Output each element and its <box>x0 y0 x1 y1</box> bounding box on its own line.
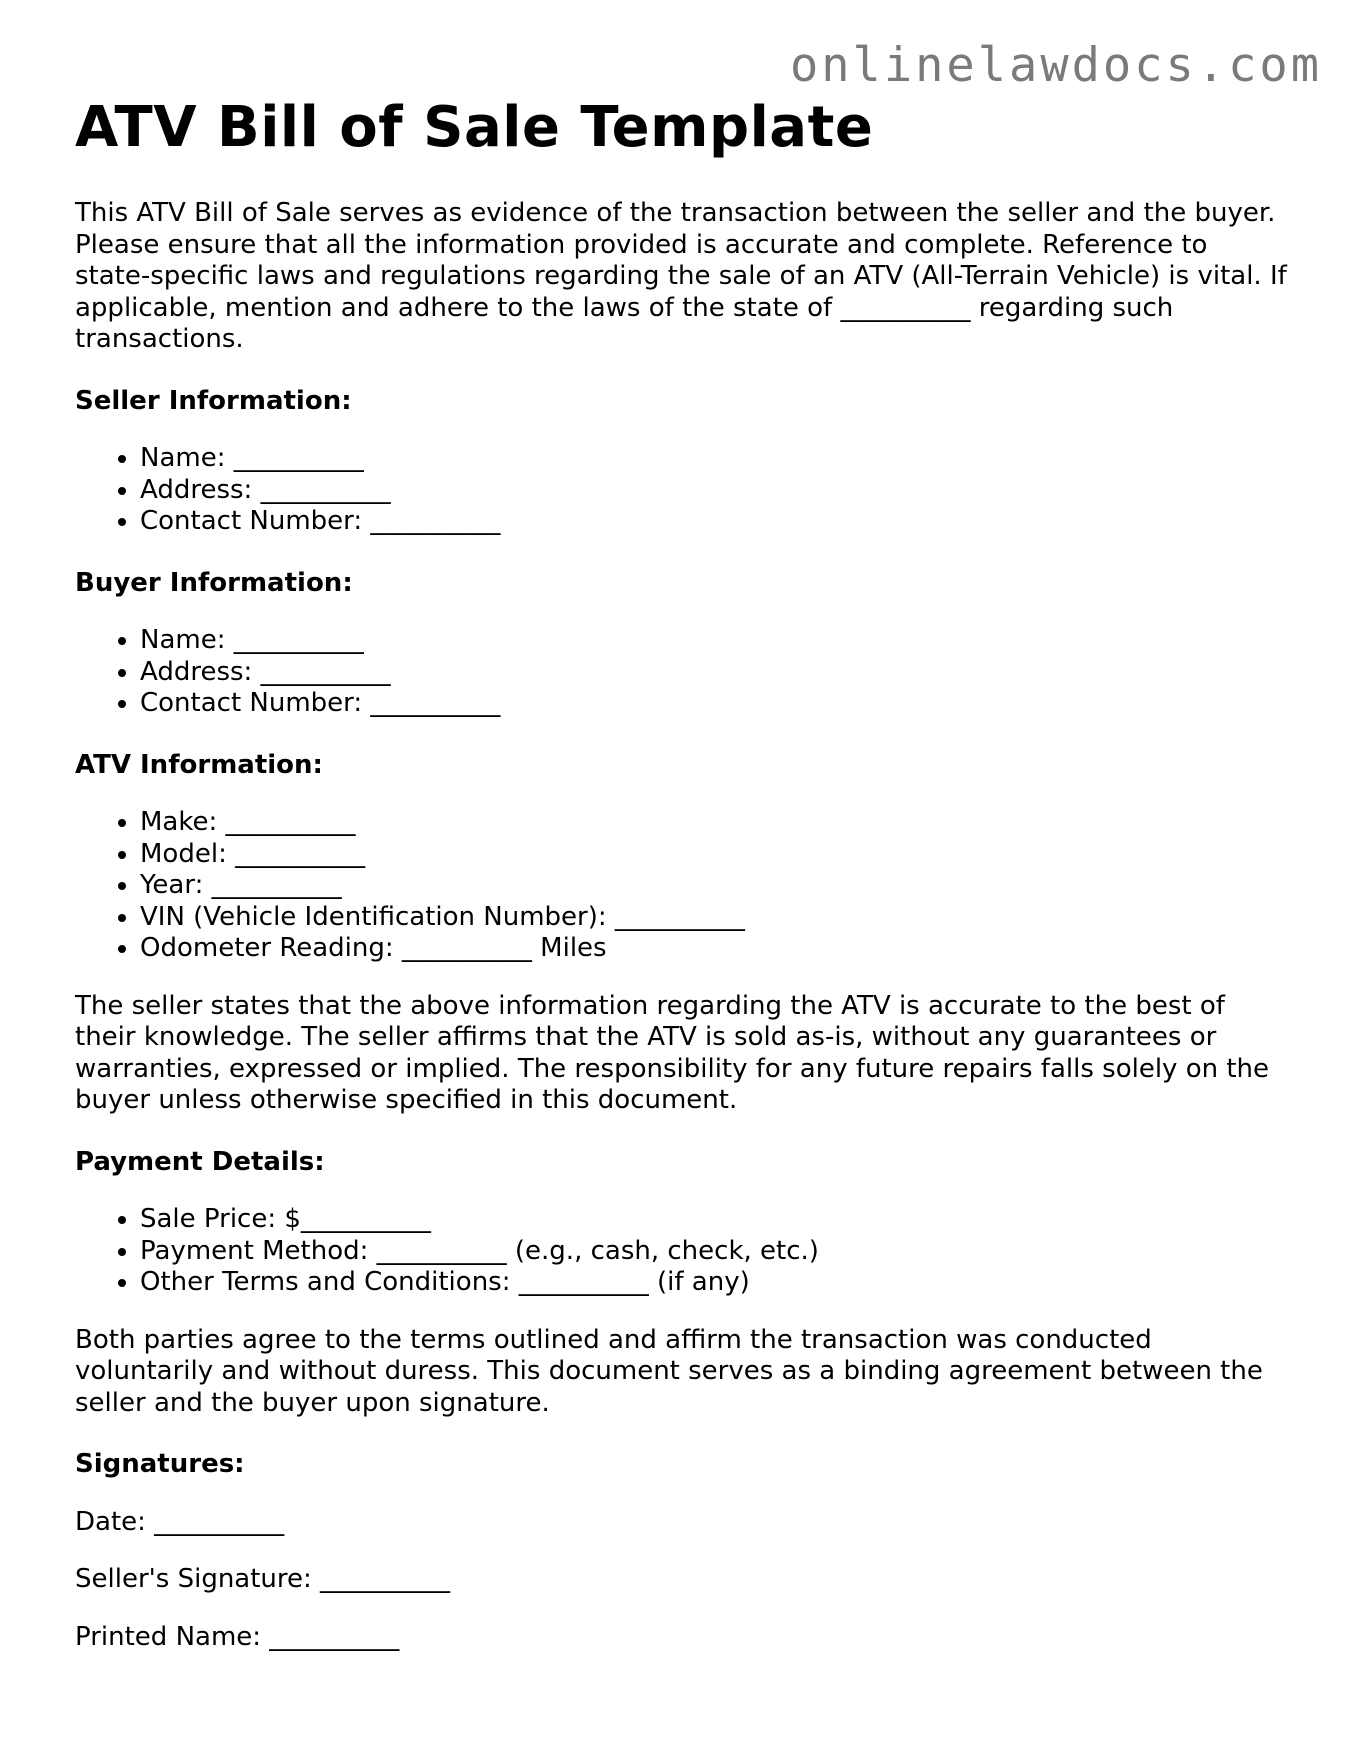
buyer-contact-field: • Contact Number: __________ <box>140 688 1290 720</box>
page-title: ATV Bill of Sale Template <box>75 95 874 160</box>
atv-info-list <box>75 807 1290 965</box>
printed-name-field: Printed Name: __________ <box>75 1621 400 1652</box>
buyer-section-heading: Buyer Information: <box>75 567 353 598</box>
signatures-section-heading: Signatures: <box>75 1449 245 1479</box>
payment-method-field: • Payment Method: __________ (e.g., cash, check, etc.) <box>140 1236 1290 1268</box>
seller-address-field: • Address: __________ <box>140 475 1290 507</box>
atv-odometer-field: • Odometer Reading: __________ Miles <box>140 933 1290 965</box>
buyer-address-field: • Address: __________ <box>140 657 1290 689</box>
atv-model-field: • Model: __________ <box>140 839 1290 871</box>
condition-paragraph: The seller states that the above information regarding the ATV is accurate to the best of their knowledge. The seller affirms that the ATV is sold as-is, without any guarantees or warranties, expressed or implied. The responsibility for any future repairs falls solely on the buyer unless otherwise specified in this document. <box>75 990 1270 1115</box>
atv-section-heading: ATV Information: <box>75 749 323 780</box>
seller-info-list <box>75 443 1290 538</box>
watermark: onlinelawdocs.com <box>789 38 1322 93</box>
seller-signature-field: Seller's Signature: __________ <box>75 1564 451 1594</box>
agreement-paragraph: Both parties agree to the terms outlined and affirm the transaction was conducted voluntarily and without duress. This document serves as a binding agreement between the seller and the buyer upon signature. <box>75 1324 1263 1418</box>
payment-info-list <box>75 1204 1290 1299</box>
atv-make-field: • Make: __________ <box>140 807 1290 839</box>
atv-year-field: • Year: __________ <box>140 870 1290 902</box>
sale-price-field: • Sale Price: $__________ <box>140 1204 1290 1236</box>
seller-contact-field: • Contact Number: __________ <box>140 506 1290 538</box>
document-body <box>75 96 1290 1653</box>
seller-name-field: • Name: __________ <box>140 443 1290 475</box>
payment-section-heading: Payment Details: <box>75 1146 325 1177</box>
buyer-name-field: • Name: __________ <box>140 625 1290 657</box>
other-terms-field: • Other Terms and Conditions: __________ (if any) <box>140 1267 1290 1299</box>
seller-section-heading: Seller Information: <box>75 385 352 416</box>
intro-paragraph: This ATV Bill of Sale serves as evidence of the transaction between the seller and the buyer. Please ensure that all the information provided is accurate and complete. Reference to state-specific laws and regulations regarding the sale of an ATV (All-Terrain Vehicle) is vital. If applicable, mention and adhere to the laws of the state of __________ regarding such transactions. <box>75 198 1287 354</box>
date-field: Date: __________ <box>75 1506 285 1537</box>
buyer-info-list <box>75 625 1290 720</box>
atv-vin-field: • VIN (Vehicle Identification Number): __________ <box>140 902 1290 934</box>
